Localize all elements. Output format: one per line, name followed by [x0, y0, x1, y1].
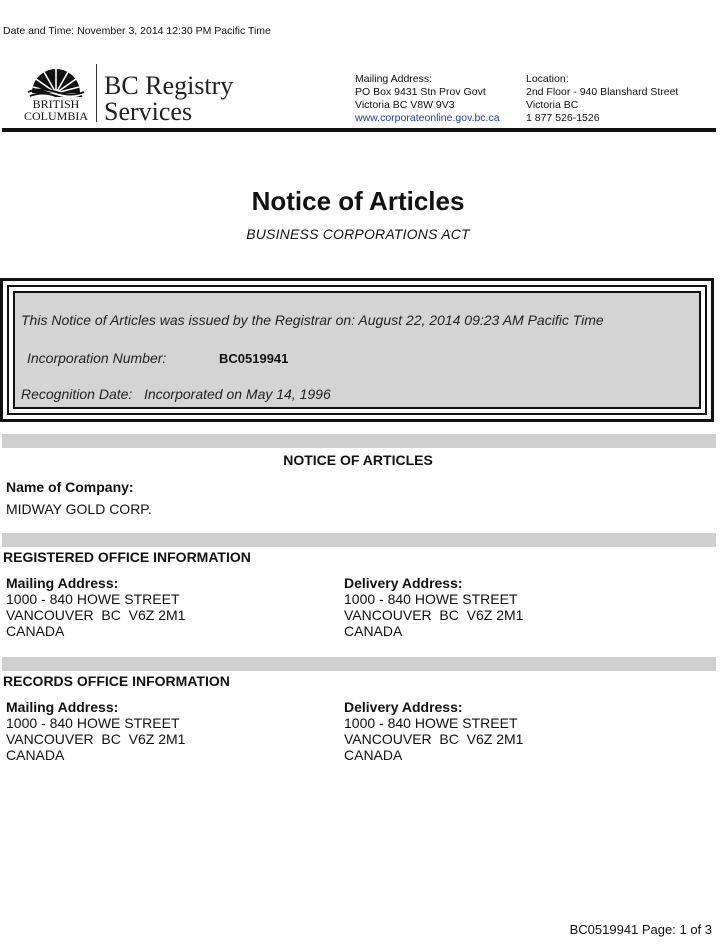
address-line: 1000 - 840 HOWE STREET [6, 591, 180, 607]
mailing-line1: PO Box 9431 Stn Prov Govt [355, 86, 486, 98]
address-line: 1000 - 840 HOWE STREET [6, 715, 180, 731]
document-subtitle: BUSINESS CORPORATIONS ACT [246, 226, 470, 242]
registered-mailing-address [6, 575, 185, 639]
registered-office-heading: REGISTERED OFFICE INFORMATION [3, 549, 251, 565]
records-office-heading: RECORDS OFFICE INFORMATION [3, 673, 230, 689]
mailing-address-label: Mailing Address: [6, 699, 119, 715]
rising-sun-icon [20, 63, 92, 97]
header-rule [2, 128, 716, 132]
delivery-address-label: Delivery Address: [344, 575, 463, 591]
location-block [526, 73, 678, 125]
location-line1: 2nd Floor - 940 Blanshard Street [526, 86, 679, 98]
registry-logo-line1: BC Registry [104, 71, 234, 100]
incorporation-number-label: Incorporation Number: [27, 350, 167, 366]
website-link[interactable]: www.corporateonline.gov.bc.ca [355, 112, 500, 124]
location-line2: Victoria BC [526, 99, 579, 111]
document-title: Notice of Articles [251, 186, 465, 216]
page-number: BC0519941 Page: 1 of 3 [569, 922, 712, 937]
address-line: CANADA [6, 623, 65, 639]
mailing-line2: Victoria BC V8W 9V3 [355, 99, 455, 111]
mailing-address-label: Mailing Address: [6, 575, 119, 591]
records-delivery-address [344, 699, 523, 763]
registered-delivery-address [344, 575, 523, 639]
issued-info-box [0, 278, 714, 422]
address-line: CANADA [344, 623, 403, 639]
mailing-address-block [355, 73, 500, 125]
date-time-line: Date and Time: November 3, 2014 12:30 PM Pacific Time [3, 25, 271, 37]
incorporation-number: BC0519941 [219, 351, 289, 366]
address-line: CANADA [6, 747, 65, 763]
company-name-label: Name of Company: [6, 479, 134, 495]
phone-number: 1 877 526-1526 [526, 112, 600, 124]
registry-logo-line2: Services [104, 97, 193, 126]
address-line: VANCOUVER BC V6Z 2M1 [344, 731, 524, 747]
notice-heading: NOTICE OF ARTICLES [283, 452, 433, 468]
section-band [2, 657, 716, 671]
address-line: VANCOUVER BC V6Z 2M1 [6, 607, 186, 623]
delivery-address-label: Delivery Address: [344, 699, 463, 715]
records-mailing-address [6, 699, 185, 763]
address-line: VANCOUVER BC V6Z 2M1 [6, 731, 186, 747]
issued-text: This Notice of Articles was issued by the Registrar on: August 22, 2014 09:23 AM Pacific Time [21, 312, 604, 328]
bc-logo [20, 63, 92, 123]
bc-logo-line2: COLUMBIA [23, 109, 88, 123]
recognition-date: Recognition Date: Incorporated on May 14, 1996 [21, 386, 331, 402]
address-line: CANADA [344, 747, 403, 763]
address-line: 1000 - 840 HOWE STREET [344, 591, 518, 607]
address-line: VANCOUVER BC V6Z 2M1 [344, 607, 524, 623]
bc-logo-line1: BRITISH [32, 97, 80, 111]
company-name: MIDWAY GOLD CORP. [6, 501, 152, 517]
section-band [2, 434, 716, 448]
section-band [2, 533, 716, 547]
logo-divider [96, 64, 97, 122]
address-line: 1000 - 840 HOWE STREET [344, 715, 518, 731]
mailing-label: Mailing Address: [355, 73, 433, 85]
location-label: Location: [526, 73, 569, 85]
